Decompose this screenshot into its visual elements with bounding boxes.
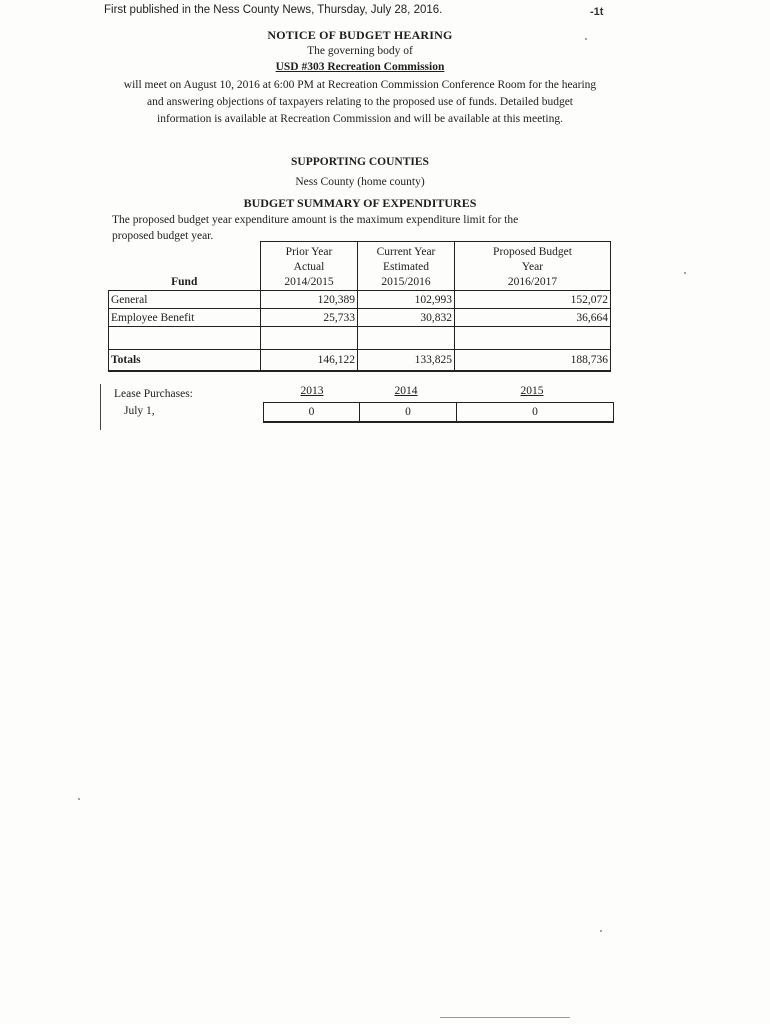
proposed-year-header-line1: Proposed Budget — [493, 246, 572, 258]
budget-summary-table — [108, 241, 611, 372]
budget-intro-paragraph: The proposed budget year expenditure amount is the maximum expenditure limit for the proposed budget year. — [112, 214, 519, 242]
totals-row — [109, 350, 611, 372]
governing-body-line: The governing body of — [307, 45, 413, 57]
empty-cell — [261, 327, 358, 350]
lease-values-box — [263, 402, 614, 423]
proposed-year-header-line3: 2016/2017 — [507, 276, 558, 288]
hearing-details-paragraph: will meet on August 10, 2016 at 6:00 PM at Recreation Commission Conference Room for the hearing and answering objections of taxpayers relating to the proposed use of funds. Detailed budget information is available at Recreation Commission and will be available at this meeting. — [123, 79, 597, 125]
prior-year-column-header — [261, 242, 358, 291]
current-year-value: 102,993 — [358, 291, 455, 309]
lease-year-1: 2013 — [300, 385, 324, 397]
prior-year-total: 146,122 — [261, 350, 358, 372]
current-year-total: 133,825 — [358, 350, 455, 372]
margin-mark — [100, 384, 101, 430]
prior-year-header-line3: 2014/2015 — [284, 276, 334, 288]
scan-edge-line — [440, 1017, 570, 1018]
proposed-year-header-line2: Year — [521, 261, 544, 273]
prior-year-header-line2: Actual — [293, 261, 325, 273]
fund-name: General — [109, 291, 261, 309]
scan-speck — [78, 798, 80, 800]
current-year-header-line1: Current Year — [376, 246, 436, 258]
lease-year-2: 2014 — [394, 385, 418, 397]
fund-name: Employee Benefit — [109, 309, 261, 327]
budget-summary-title: BUDGET SUMMARY OF EXPENDITURES — [243, 196, 477, 210]
prior-year-header-line1: Prior Year — [285, 246, 333, 258]
current-year-header-line2: Estimated — [383, 261, 429, 273]
proposed-year-column-header — [455, 242, 611, 291]
supporting-counties-title: SUPPORTING COUNTIES — [291, 156, 429, 168]
notice-title: NOTICE OF BUDGET HEARING — [267, 28, 453, 42]
page-mark: -1t — [590, 6, 604, 18]
current-year-header-line3: 2015/2016 — [381, 276, 431, 288]
lease-purchases-label: Lease Purchases: — [114, 388, 193, 400]
scan-speck — [585, 38, 587, 40]
table-header-row — [109, 242, 611, 291]
empty-cell — [358, 327, 455, 350]
proposed-year-total: 188,736 — [455, 350, 611, 372]
empty-cell — [455, 327, 611, 350]
table-spacer-row — [109, 327, 611, 350]
lease-row-label: July 1, — [124, 405, 155, 417]
scan-speck — [600, 930, 602, 932]
district-name: USD #303 Recreation Commission — [275, 61, 445, 73]
table-row — [109, 291, 611, 309]
lease-year-3: 2015 — [520, 385, 544, 397]
proposed-year-value: 152,072 — [455, 291, 611, 309]
fund-column-header: Fund — [109, 242, 261, 291]
prior-year-value: 120,389 — [261, 291, 358, 309]
scan-speck — [684, 272, 686, 274]
current-year-value: 30,832 — [358, 309, 455, 327]
lease-value-2: 0 — [359, 403, 456, 421]
publication-line: First published in the Ness County News, Thursday, July 28, 2016. — [104, 4, 443, 16]
county-line: Ness County (home county) — [295, 176, 425, 188]
totals-label: Totals — [109, 350, 261, 372]
table-row — [109, 309, 611, 327]
lease-value-3: 0 — [456, 403, 613, 421]
current-year-column-header — [358, 242, 455, 291]
proposed-year-value: 36,664 — [455, 309, 611, 327]
prior-year-value: 25,733 — [261, 309, 358, 327]
empty-cell — [109, 327, 261, 350]
lease-value-1: 0 — [308, 406, 315, 418]
